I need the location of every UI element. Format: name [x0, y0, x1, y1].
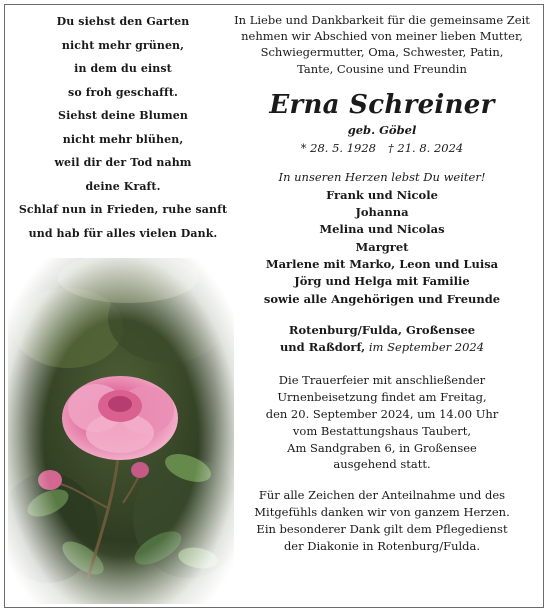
motto: In unseren Herzen lebst Du weiter!	[278, 169, 486, 184]
life-dates	[232, 139, 532, 157]
mourners-list	[232, 187, 532, 308]
service-line: den 20. September 2024, um 14.00 Uhr	[265, 407, 499, 422]
notice-date: im September 2024	[365, 340, 485, 355]
poem-block	[8, 10, 238, 245]
poem-line: so froh geschafft.	[68, 85, 178, 99]
poem-line: Du siehst den Garten	[56, 15, 190, 28]
mourner: Marlene mit Marko, Leon und Luisa	[265, 257, 499, 271]
service-line: Die Trauerfeier mit anschließender	[278, 373, 486, 388]
deceased-name: Erna Schreiner	[269, 89, 495, 120]
mourner: Jörg und Helga mit Familie	[294, 274, 470, 289]
mourner: Johanna	[355, 205, 409, 220]
place-line	[232, 339, 532, 356]
rose-photo	[8, 258, 234, 604]
intro-line: nehmen wir Abschied von meiner lieben Mutter,	[241, 29, 523, 44]
thanks-line: Ein besonderer Dank gilt dem Pflegedienst	[256, 521, 508, 536]
birth-date: * 28. 5. 1928	[300, 140, 376, 155]
birth-name: geb. Göbel	[347, 122, 417, 137]
mourner: sowie alle Angehörigen und Freunde	[263, 291, 501, 306]
poem-line: weil dir der Tod nahm	[54, 156, 192, 169]
thanks-text	[232, 487, 532, 554]
service-line: Urnenbeisetzung findet am Freitag,	[277, 390, 487, 405]
funeral-service-info	[232, 372, 532, 473]
service-line: Am Sandgraben 6, in Großensee	[287, 440, 477, 455]
mourner: Margret	[355, 239, 409, 254]
thanks-line: Mitgefühls danken wir von ganzem Herzen.	[254, 505, 510, 520]
mourner: Frank und Nicole	[326, 187, 438, 202]
poem-line: nicht mehr grünen,	[61, 38, 185, 52]
poem-line: deine Kraft.	[85, 179, 161, 193]
mourner: Melina und Nicolas	[319, 222, 445, 237]
place-name: und Raßdorf,	[279, 340, 366, 355]
intro-text	[232, 12, 532, 77]
intro-line: Schwiegermutter, Oma, Schwester, Patin,	[260, 45, 504, 60]
poem-line: nicht mehr blühen,	[62, 132, 184, 146]
service-line: vom Bestattungshaus Taubert,	[292, 423, 472, 438]
poem-line: und hab für alles vielen Dank.	[28, 226, 218, 240]
thanks-line: Für alle Zeichen der Anteilnahme und des	[258, 488, 506, 503]
notice-block	[232, 12, 532, 554]
poem-line: Siehst deine Blumen	[58, 109, 188, 122]
intro-line: Tante, Cousine und Freundin	[297, 61, 467, 76]
thanks-line: der Diakonie in Rotenburg/Fulda.	[283, 538, 481, 553]
intro-line: In Liebe und Dankbarkeit für die gemeinsame Zeit	[234, 13, 530, 27]
death-date: † 21. 8. 2024	[388, 140, 464, 155]
poem-line: in dem du einst	[74, 62, 172, 75]
poem-line: Schlaf nun in Frieden, ruhe sanft	[18, 203, 228, 216]
place-line: Rotenburg/Fulda, Großensee	[288, 322, 476, 337]
place-and-date	[232, 322, 532, 357]
service-line: ausgehend statt.	[333, 457, 431, 472]
